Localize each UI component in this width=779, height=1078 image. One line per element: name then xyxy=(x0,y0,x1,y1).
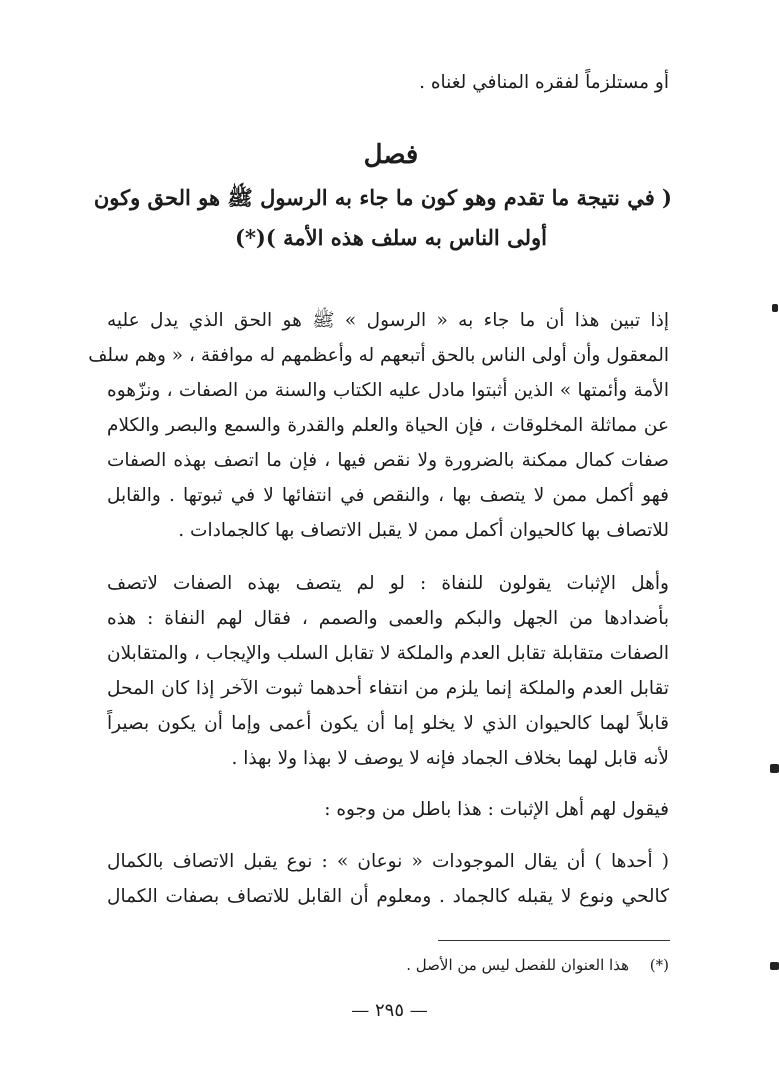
footnote xyxy=(406,956,669,974)
paragraph-3-line-1: فيقول لهم أهل الإثبات : هذا باطل من وجوه : xyxy=(324,799,669,820)
paragraph-1-line-2: المعقول وأن أولى الناس بالحق أتبعهم له وأعظمهم له موافقة ، « وهم سلف xyxy=(88,345,669,366)
paragraph-2-line-5: قابلاً لهما كالحيوان الذي لا يخلو إما أن يكون أعمى وإما أن يكون بصيراً xyxy=(107,713,669,734)
section-subtitle-line-1: ( في نتيجة ما تقدم وهو كون ما جاء به الرسول ﷺ هو الحق وكون xyxy=(93,185,672,210)
scan-speck-2 xyxy=(770,764,779,773)
paragraph-1-line-4: عن مماثلة المخلوقات ، فإن الحياة والعلم والقدرة والسمع والبصر والكلام xyxy=(107,415,669,436)
paragraph-4-line-2: كالحي ونوع لا يقبله كالجماد . ومعلوم أن القابل للاتصاف بصفات الكمال xyxy=(107,886,669,907)
footnote-marker: (*) xyxy=(649,956,669,974)
paragraph-1-line-5: صفات كمال ممكنة بالضرورة ولا نقص فيها ، فإن ما اتصف بهذه الصفات xyxy=(107,450,669,471)
paragraph-1-line-7: للاتصاف بها كالحيوان أكمل ممن لا يقبل الاتصاف بها كالجمادات . xyxy=(178,520,669,541)
paragraph-2-line-1: وأهل الإثبات يقولون للنفاة : لو لم يتصف بهذه الصفات لاتصف xyxy=(107,573,669,594)
paragraph-2-line-4: تقابل العدم والملكة إنما يلزم من انتفاء أحدهما ثبوت الآخر إذا كان المحل xyxy=(107,678,669,699)
section-title: فصل xyxy=(363,140,419,170)
footnote-divider xyxy=(438,940,670,941)
section-subtitle-line-2: أولى الناس به سلف هذه الأمة )(*) xyxy=(235,225,547,250)
paragraph-2-line-2: بأضدادها من الجهل والبكم والعمى والصمم ، فقال لهم النفاة : هذه xyxy=(107,608,669,629)
scan-speck-1 xyxy=(772,304,778,312)
paragraph-1-line-3: الأمة وأئمتها » الذين أثبتوا مادل عليه الكتاب والسنة من الصفات ، ونزّهوه xyxy=(107,380,669,401)
page-number: — ٢٩٥ — xyxy=(351,1000,428,1021)
paragraph-1-line-1: إذا تبين هذا أن ما جاء به « الرسول » ﷺ هو الحق الذي يدل عليه xyxy=(107,310,669,331)
scan-speck-3 xyxy=(770,962,779,970)
continuation-line: أو مستلزماً لفقره المنافي لغناه . xyxy=(419,72,669,93)
paragraph-2-line-3: الصفات متقابلة تقابل العدم والملكة لا تقابل السلب والإيجاب ، والمتقابلان xyxy=(107,643,669,664)
paragraph-2-line-6: لأنه قابل لهما بخلاف الجماد فإنه لا يوصف لا بهذا ولا بهذا . xyxy=(231,748,669,769)
paragraph-4-line-1: ( أحدها ) أن يقال الموجودات « نوعان » : نوع يقبل الاتصاف بالكمال xyxy=(107,851,669,872)
footnote-text: هذا العنوان للفصل ليس من الأصل . xyxy=(406,956,629,974)
paragraph-1-line-6: فهو أكمل ممن لا يتصف بها ، والنقص في انتفائها لا في ثبوتها . والقابل xyxy=(107,485,669,506)
